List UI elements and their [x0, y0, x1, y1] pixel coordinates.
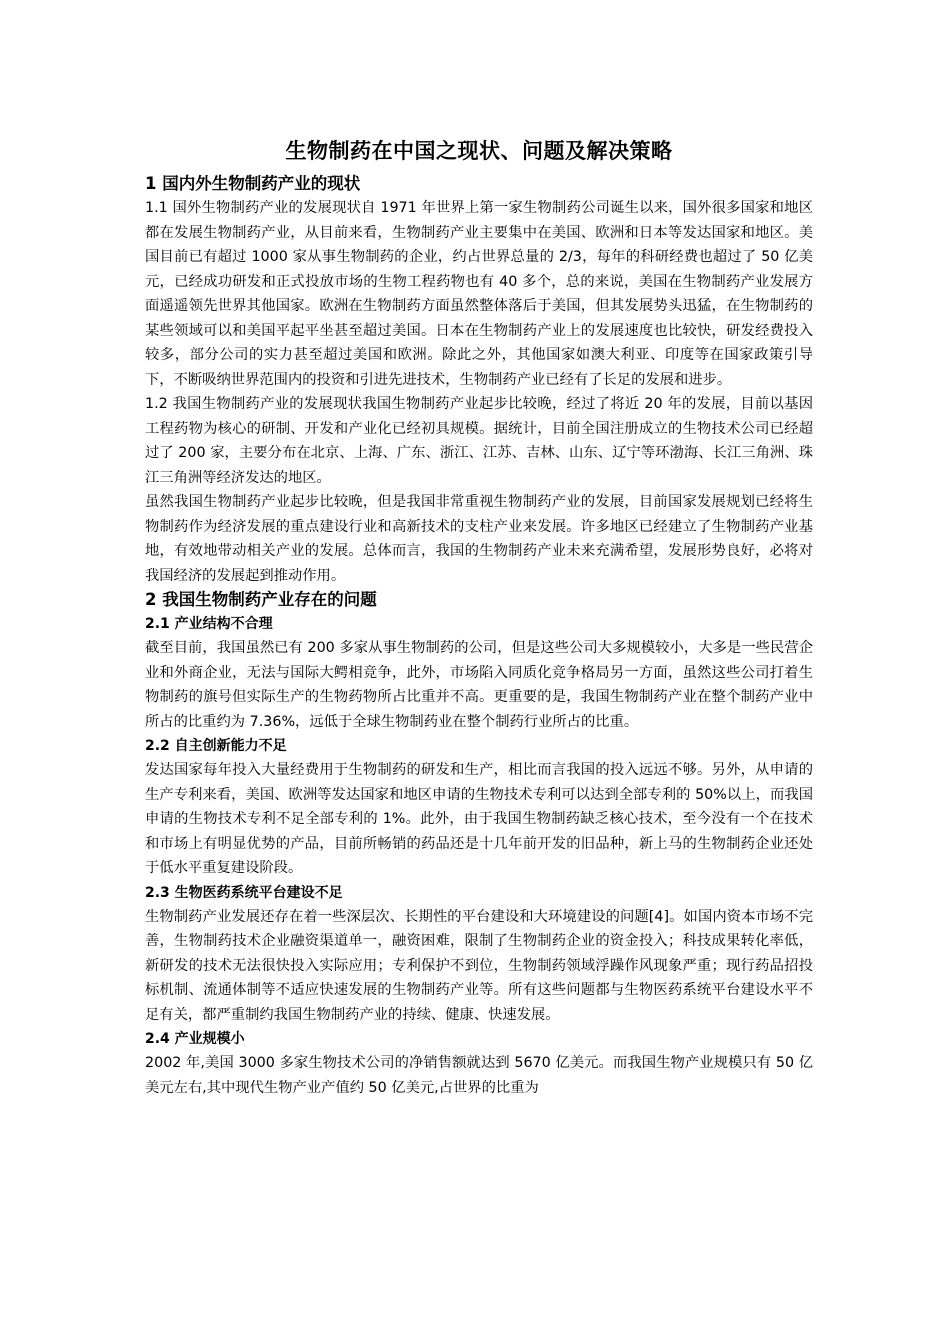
document-title: 生物制药在中国之现状、问题及解决策略 [285, 139, 673, 163]
subsection-2-2-paragraph: 发达国家每年投入大量经费用于生物制药的研发和生产，相比而言我国的投入远远不够。另外，从申请的生产专利来看，美国、欧洲等发达国家和地区申请的生物技术专利可以达到全部专利的 50%以上，而我国申请的生物技术专利不足全部专利的 1%。此外，由于我国生物制药缺乏核心技术，至今没有一个在技术和市场上有明显优势的产品，目前所畅销的药品还是十几年前开发的旧品种，新上马的生物制药企业还处于低水平重复建设阶段。 [145, 762, 813, 876]
section-2-heading: 2 我国生物制药产业存在的问题 [145, 590, 377, 609]
subsection-2-3-heading: 2.3 生物医药系统平台建设不足 [145, 884, 343, 901]
subsection-2-2-heading: 2.2 自主创新能力不足 [145, 738, 287, 754]
section-1-paragraph-2: 1.2 我国生物制药产业的发展现状我国生物制药产业起步比较晚，经过了将近 20 年的发展，目前以基因工程药物为核心的研制、开发和产业化已经初具规模。据统计，目前全国注册成立的生物技术公司已经超过了 200 家，主要分布在北京、上海、广东、浙江、江苏、吉林、山东、辽宁等环渤海、长江三角洲、珠江三角洲等经济发达的地区。 [145, 396, 813, 486]
subsection-2-1-paragraph: 截至目前，我国虽然已有 200 多家从事生物制药的公司，但是这些公司大多规模较小，大多是一些民营企业和外商企业，无法与国际大鳄相竞争，此外，市场陷入同质化竞争格局另一方面，虽然这些公司打着生物制药的旗号但实际生产的生物药物所占比重并不高。更重要的是，我国生物制药产业在整个制药产业中所占的比重约为 7.36%，远低于全球生物制药业在整个制药行业所占的比重。 [145, 640, 813, 730]
section-1-paragraph-1: 1.1 国外生物制药产业的发展现状自 1971 年世界上第一家生物制药公司诞生以来，国外很多国家和地区都在发展生物制药产业，从目前来看，生物制药产业主要集中在美国、欧洲和日本等发达国家和地区。美国目前已有超过 1000 家从事生物制药的企业，约占世界总量的 2/3，每年的科研经费也超过了 50 亿美元，已经成功研发和正式投放市场的生物工程药物也有 40 多个，总的来说，美国在生物制药产业发展方面遥遥领先世界其他国家。欧洲在生物制药方面虽然整体落后于美国，但其发展势头迅猛，在生物制药的某些领域可以和美国平起平坐甚至超过美国。日本在生物制药产业上的发展速度也比较快，研发经费投入较多，部分公司的实力甚至超过美国和欧洲。除此之外，其他国家如澳大利亚、印度等在国家政策引导下，不断吸纳世界范围内的投资和引进先进技术，生物制药产业已经有了长足的发展和进步。 [145, 200, 813, 388]
document-page [145, 134, 813, 1100]
section-1-paragraph-3: 虽然我国生物制药产业起步比较晚，但是我国非常重视生物制药产业的发展，目前国家发展规划已经将生物制药作为经济发展的重点建设行业和高新技术的支柱产业来发展。许多地区已经建立了生物制药产业基地，有效地带动相关产业的发展。总体而言，我国的生物制药产业未来充满希望，发展形势良好，必将对我国经济的发展起到推动作用。 [145, 494, 813, 584]
section-1-heading: 1 国内外生物制药产业的现状 [145, 174, 361, 193]
subsection-2-4-heading: 2.4 产业规模小 [145, 1031, 245, 1047]
subsection-2-4-paragraph: 2002 年,美国 3000 多家生物技术公司的净销售额就达到 5670 亿美元。而我国生物产业规模只有 50 亿美元左右,其中现代生物产业产值约 50 亿美元,占世界的比重为 [145, 1055, 813, 1096]
subsection-2-3-paragraph: 生物制药产业发展还存在着一些深层次、长期性的平台建设和大环境建设的问题[4]。如国内资本市场不完善，生物制药技术企业融资渠道单一，融资困难，限制了生物制药企业的资金投入；科技成果转化率低，新研发的技术无法很快投入实际应用；专利保护不到位，生物制药领域浮躁作风现象严重；现行药品招投标机制、流通体制等不适应快速发展的生物制药产业等。所有这些问题都与生物医药系统平台建设水平不足有关，都严重制约我国生物制药产业的持续、健康、快速发展。 [145, 908, 813, 1023]
subsection-2-1-heading: 2.1 产业结构不合理 [145, 616, 273, 632]
